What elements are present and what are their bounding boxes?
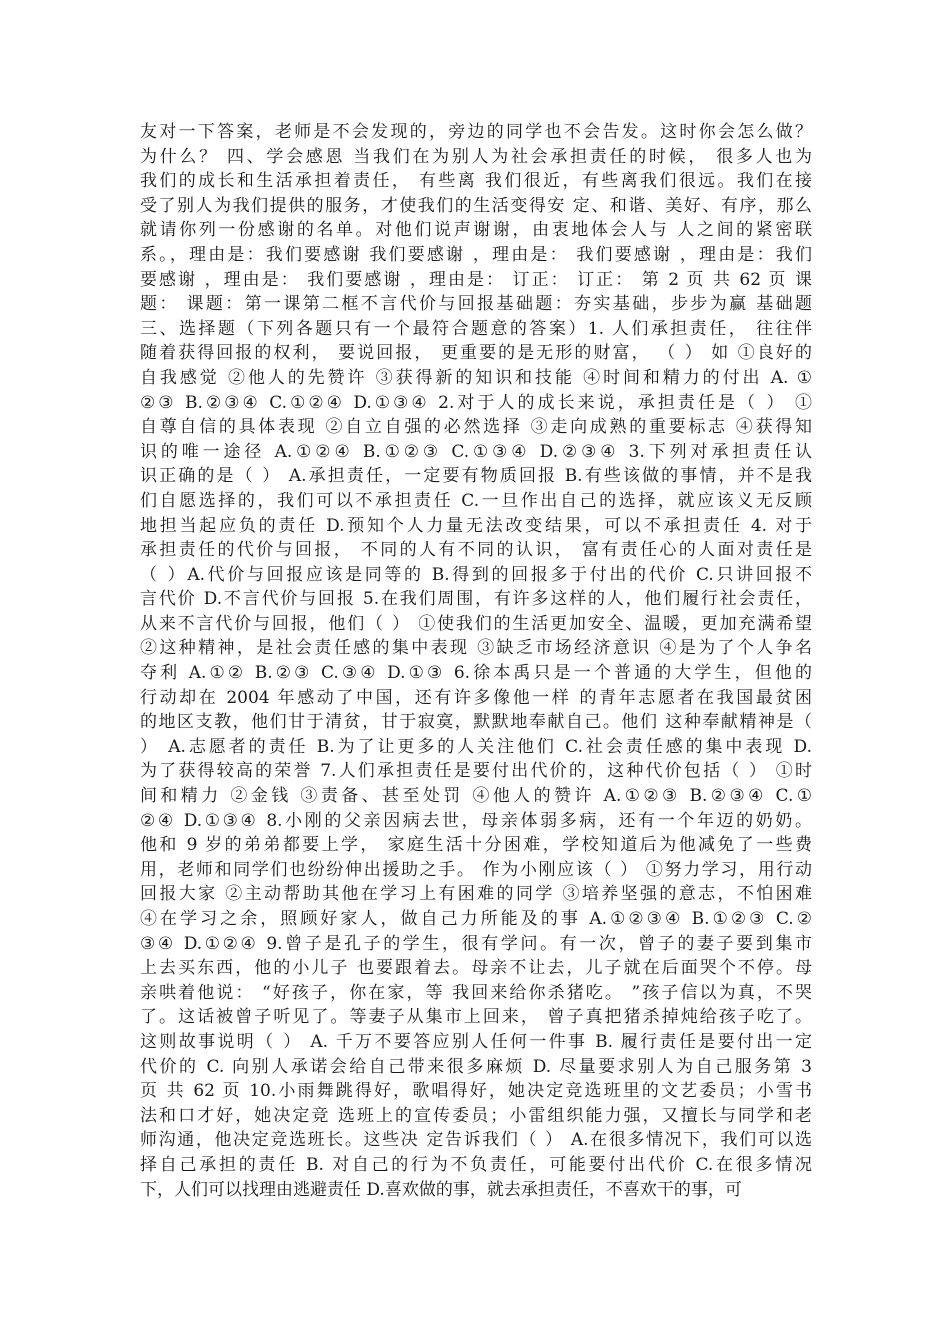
- text-line: 法和口才好，她决定竞 选班上的宣传委员；小雷组织能力强，又擅长与同学和老: [140, 1105, 812, 1126]
- text-line: （ ）A.代价与回报应该是同等的 B.得到的回报多于付出的代价 C.只讲回报不: [140, 564, 812, 585]
- text-line: 亲哄着他说： “好孩子，你在家，等 我回来给你杀猪吃。 ”孩子信以为真，不哭: [140, 982, 812, 1003]
- text-line: 他和 9 岁的弟弟都要上学， 家庭生活十分困难，学校知道后为他减免了一些费: [140, 835, 812, 856]
- text-line: 行动却在 2004 年感动了中国，还有许多像他一样 的青年志愿者在我国最贫困: [140, 687, 812, 708]
- text-line: 下，人们可以找理由逃避责任 D.喜欢做的事，就去承担责任，不喜欢干的事，可: [140, 1179, 742, 1200]
- body-text: [140, 120, 812, 1202]
- text-line: 系。，理由是：我们要感谢 我们要感谢 ，理由是： 我们要感谢 ，理由是：我们: [140, 244, 812, 265]
- text-line: ④在学习之余，照顾好家人，做自己力所能及的事 A.①②③④ B.①②③ C.②: [140, 909, 812, 929]
- text-line: 三、选择题（下列各题只有一个最符合题意的答案）1. 人们承担责任， 往往伴: [140, 318, 812, 339]
- text-line: 回报大家 ②主动帮助其他在学习上有困难的同学 ③培养坚强的意志，不怕困难: [140, 884, 812, 905]
- text-line: 师沟通，他决定竞选班长。这些决 定告诉我们（ ） A.在很多情况下，我们可以选: [140, 1130, 812, 1151]
- text-line: ） A.志愿者的责任 B.为了让更多的人关注他们 C.社会责任感的集中表现 D.: [140, 736, 812, 757]
- text-line: ②③ B.②③④ C.①②④ D.①③④ 2.对于人的成长来说，承担责任是（ ） ①: [140, 392, 812, 413]
- text-line: 自我感觉 ②他人的先赞许 ③获得新的知识和技能 ④时间和精力的付出 A. ①: [140, 367, 812, 388]
- text-line: 代价的 C. 向别人承诺会给自己带来很多麻烦 D. 尽量要求别人为自己服务第 3: [140, 1056, 812, 1077]
- text-line: ③④ D.①②④ 9.曾子是孔子的学生，很有学问。有一次，曾子的妻子要到集市: [140, 933, 812, 954]
- text-line: 承担责任的代价与回报， 不同的人有不同的认识， 富有责任心的人面对责任是: [140, 540, 812, 561]
- text-line: 就请你列一份感谢的名单。对他们说声谢谢，由衷地体会人与 人之间的紧密联: [140, 220, 812, 241]
- text-line: 为了获得较高的荣誉 7.人们承担责任是要付出代价的，这种代价包括（ ） ①时: [140, 761, 812, 782]
- text-line: 我们的成长和生活承担着责任， 有些离 我们很近，有些离我们很远。我们在接: [140, 171, 812, 192]
- text-line: 自尊自信的具体表现 ②自立自强的必然选择 ③走向成熟的重要标志 ④获得知: [140, 417, 812, 438]
- text-line: 识的唯一途径 A.①②④ B.①②③ C.①③④ D.②③④ 3.下列对承担责任认: [140, 441, 812, 462]
- text-line: 择自己承担的责任 B. 对自己的行为不负责任，可能要付出代价 C.在很多情况: [140, 1154, 812, 1175]
- text-line: 受了别人为我们提供的服务，才使我们的生活变得安 定、和谐、美好、有序，那么: [140, 195, 812, 216]
- text-line: ②这种精神，是社会责任感的集中表现 ③缺乏市场经济意识 ④是为了个人争名: [140, 638, 812, 659]
- text-line: 了。这话被曾子听见了。等妻子从集市上回来， 曾子真把猪杀掉炖给孩子吃了。: [140, 1007, 812, 1028]
- text-line: 们自愿选择的，我们可以不承担责任 C.一旦作出自己的选择，就应该义无反顾: [140, 490, 812, 511]
- text-line: 这则故事说明（ ） A. 千万不要答应别人任何一件事 B. 履行责任是要付出一定: [140, 1031, 812, 1052]
- text-line: 上去买东西，他的小儿子 也要跟着去。母亲不让去，儿子就在后面哭个不停。母: [140, 958, 812, 979]
- text-line: ②④ D.①③④ 8.小刚的父亲因病去世，母亲体弱多病，还有一个年迈的奶奶。: [140, 810, 812, 831]
- text-line: 页 共 62 页 10.小雨舞跳得好，歌唱得好，她决定竞选班里的文艺委员；小雪书: [140, 1081, 812, 1102]
- text-line: 要感谢 ，理由是： 我们要感谢 ，理由是： 订正： 订正： 第 2 页 共 62 页 课: [140, 269, 812, 290]
- text-line: 友对一下答案，老师是不会发现的，旁边的同学也不会告发。这时你会怎么做？: [140, 122, 812, 142]
- text-line: 夺利 A.①② B.②③ C.③④ D.①③ 6.徐本禹只是一个普通的大学生，但他的: [140, 663, 812, 684]
- text-line: 从来不言代价与回报，他们（ ） ①使我们的生活更加安全、温暖，更加充满希望: [140, 613, 812, 634]
- text-line: 用，老师和同学们也纷纷伸出援助之手。 作为小刚应该（ ） ①努力学习，用行动: [140, 859, 812, 880]
- text-line: 地担当起应负的责任 D.预知个人力量无法改变结果，可以不承担责任 4. 对于: [140, 515, 812, 536]
- text-line: 的地区支教，他们甘于清贫，甘于寂寞，默默地奉献自己。他们 这种奉献精神是（: [140, 712, 812, 733]
- text-line: 识正确的是（ ） A.承担责任，一定要有物质回报 B.有些该做的事情，并不是我: [140, 466, 812, 487]
- text-line: 间和精力 ②金钱 ③责备、甚至处罚 ④他人的赞许 A.①②③ B.②③④ C.①: [140, 786, 812, 807]
- text-line: 为什么？ 四、学会感恩 当我们在为别人为社会承担责任的时候， 很多人也为: [140, 146, 812, 167]
- text-line: 随着获得回报的权利， 要说回报， 更重要的是无形的财富， （ ） 如 ①良好的: [140, 343, 812, 364]
- text-line: 题： 课题：第一课第二框不言代价与回报基础题：夯实基础，步步为赢 基础题: [140, 294, 812, 315]
- text-line: 言代价 D.不言代价与回报 5.在我们周围，有许多这样的人，他们履行社会责任，: [140, 589, 812, 610]
